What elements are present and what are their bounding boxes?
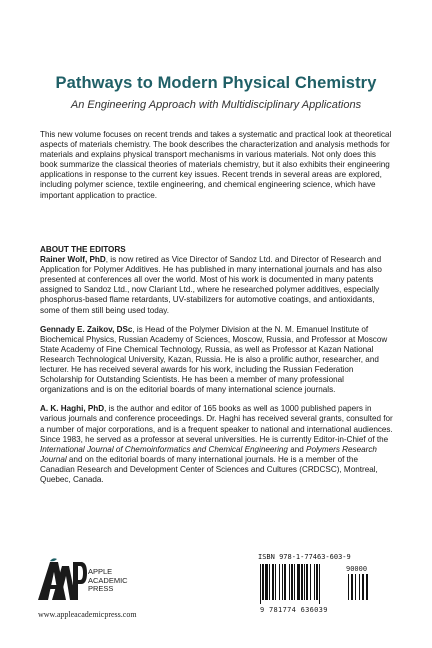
barcode-bar	[316, 564, 318, 600]
barcode-bar	[269, 564, 270, 600]
barcode-addon-bar	[355, 574, 356, 600]
barcode-addon-bar	[359, 574, 360, 600]
barcode-bar	[282, 564, 283, 600]
barcode-bar	[279, 564, 280, 600]
barcode-bar	[272, 564, 274, 600]
publisher-line: APPLE	[88, 567, 113, 576]
publisher-line: PRESS	[88, 584, 114, 593]
about-editors-section	[40, 245, 394, 494]
barcode-bar	[289, 564, 290, 600]
barcode-bar	[306, 564, 308, 600]
barcode-addon-bar	[366, 574, 368, 600]
barcode-bar	[275, 564, 276, 600]
publisher-name	[88, 568, 128, 594]
barcode-addon-bar	[362, 574, 364, 600]
editor-bio-text: , is now retired as Vice Director of Sandoz Ltd. and Director of Research and Application for Polymer Additives. He has published in many international journals and has also presented at conferences all over the world. Most of his work is documented in many patents assigned to Sandoz Ltd., now Clariant Ltd., where he researched polymer additives, especially phosphorus-based flame retardants, UV-stabilizers for automotive coatings, and antioxidants, some of them still being used today.	[40, 255, 382, 315]
editor-bio	[40, 325, 394, 396]
publisher-logo	[36, 558, 206, 618]
editor-name: A. K. Haghi, PhD	[40, 404, 105, 414]
publisher-line: ACADEMIC	[88, 575, 128, 585]
editor-bio-text: and on the editorial boards of many international journals. He is a member of the Canadian Research and Development Center of Sciences and Cultures (CRDCSC), Montreal, Quebec, Canada.	[40, 454, 378, 484]
editor-bio	[40, 404, 394, 485]
book-subtitle: An Engineering Approach with Multidisciplinary Applications	[70, 99, 362, 111]
barcode-bar	[265, 564, 268, 600]
editor-name: Gennady E. Zaikov, DSc	[40, 324, 133, 334]
editor-bio-text: , is the author and editor of 165 books as well as 1000 published papers in various journals and conference proceedings. Dr. Haghi has received several grants, consulted for a number of major corporations, and is a frequent speaker to national and international audiences. Since 1983, he served as a professor at several universities. He is currently Editor-in-Chief of the	[40, 404, 393, 444]
barcode-bar	[319, 564, 320, 604]
barcode-bar	[301, 564, 303, 600]
publisher-url[interactable]: www.appleacademicpress.com	[38, 610, 137, 619]
isbn-number: ISBN 978-1-77463-603-9	[258, 553, 351, 561]
barcode-addon-bar	[351, 574, 353, 600]
editors-heading: ABOUT THE EDITORS	[40, 245, 126, 254]
barcode-bar	[291, 564, 293, 600]
barcode-bar	[262, 564, 264, 600]
price-code: 90000	[346, 565, 368, 573]
barcode-number: 9 781774 636039	[260, 606, 328, 614]
aap-logo-icon	[36, 558, 88, 602]
book-description	[40, 130, 394, 201]
barcode-bar	[310, 564, 311, 600]
barcode-bar	[284, 564, 286, 600]
editor-bio	[40, 255, 394, 316]
barcode-addon-bar	[348, 574, 349, 600]
journal-title: Polymers Research Journal	[40, 444, 377, 464]
isbn-barcode	[258, 553, 378, 614]
editor-bio-text: and	[287, 444, 307, 454]
description-paragraph: This new volume focuses on recent trends and takes a systematic and practical look at theoretical aspects of materials chemistry. The book describes the characterization and analysis methods for materials and explains physical transport mechanisms in various materials. Not only does this book summarize the classical theories of materials chemistry, but it also exhibits their engineering applications in response to the current key issues. Recent trends in several areas are explored, including polymer science, textile engineering, and chemical engineering science, which have important application to practice.	[40, 130, 392, 200]
book-title: Pathways to Modern Physical Chemistry	[55, 74, 377, 92]
editor-bio-text: , is Head of the Polymer Division at the N. M. Emanuel Institute of Biochemical Physics, Russian Academy of Sciences, Moscow, Russia, and Professor at Moscow State Academy of Fine Chemical Technology, Russia, as well as Professor at Kazan National Research Technological University, Kazan, Russia. He is also a prolific author, researcher, and lecturer. He has received several awards for his work, including the Russian Federation Scholarship for Outstanding Scientists. He has been a member of many professional organizations and is on the editorial boards of many international science journals.	[40, 324, 388, 395]
barcode-bar	[314, 564, 315, 600]
barcode-bar	[304, 564, 305, 600]
journal-title: International Journal of Chemoinformatics and Chemical Engineering	[40, 444, 288, 454]
barcode-bar	[260, 564, 261, 604]
editor-name: Rainer Wolf, PhD	[40, 255, 106, 265]
barcode-bar	[297, 564, 300, 600]
barcode-bar	[294, 564, 295, 600]
